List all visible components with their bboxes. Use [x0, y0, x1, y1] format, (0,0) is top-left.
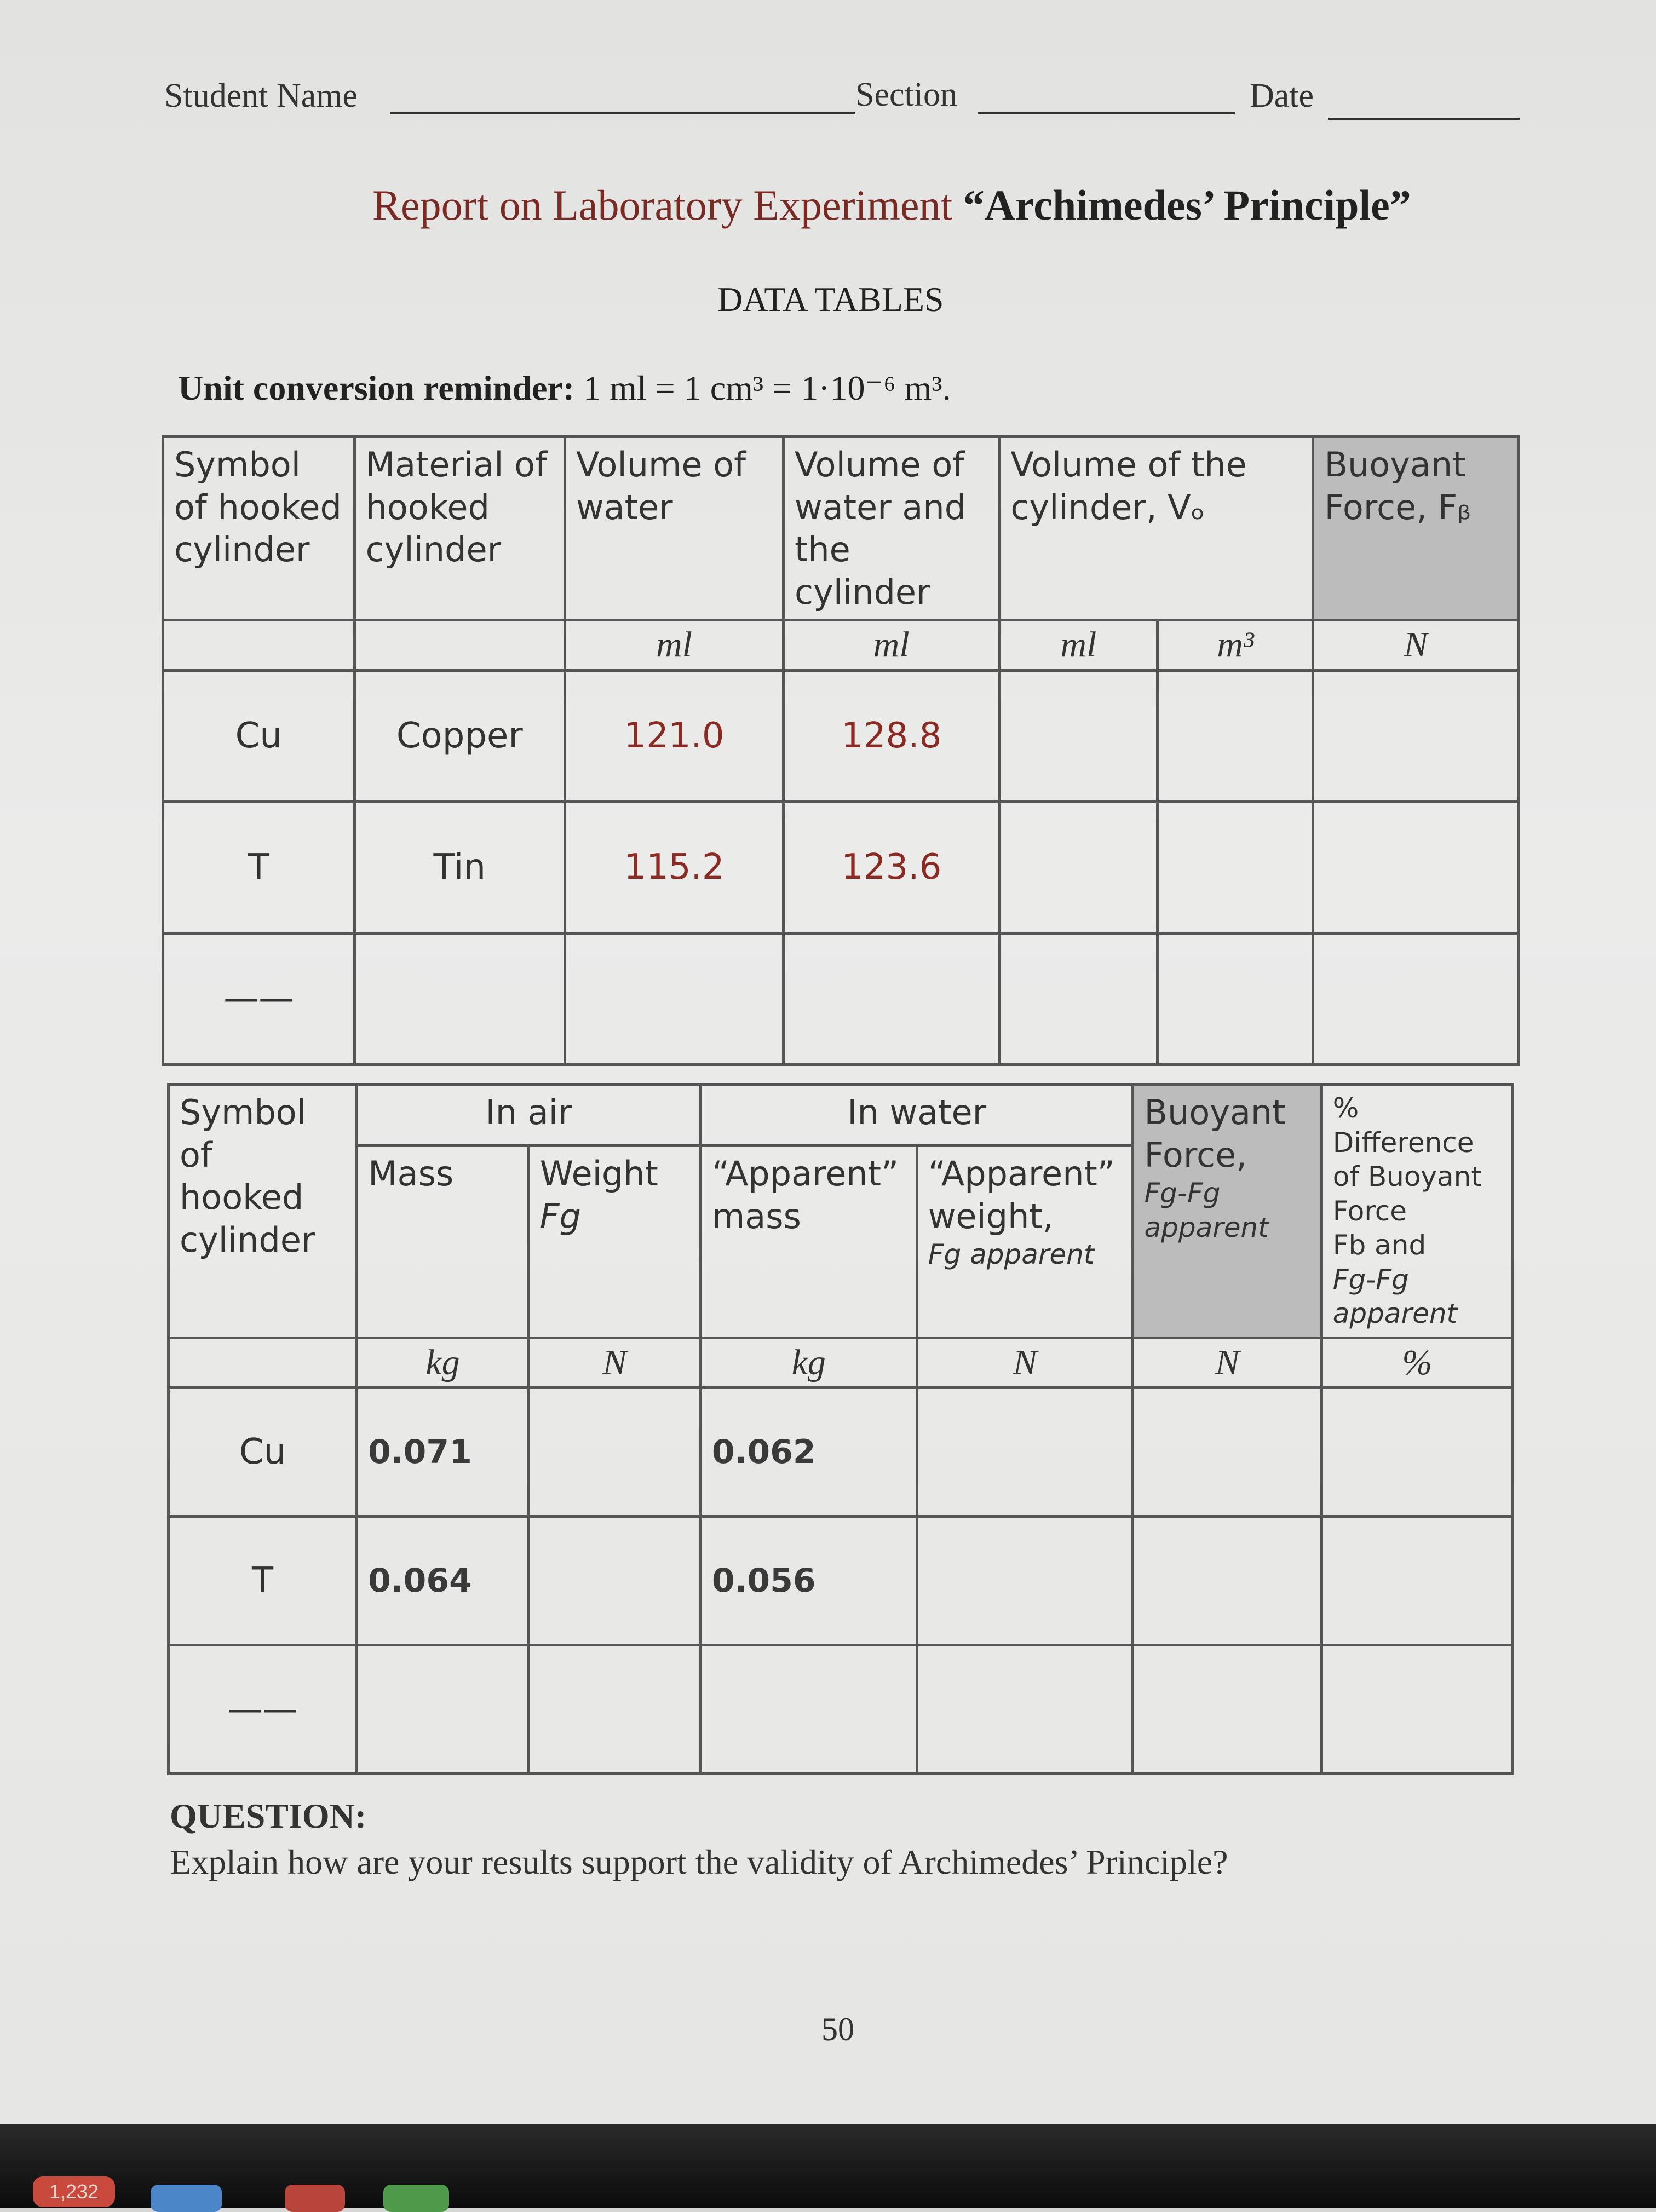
- cell-weight[interactable]: [528, 1645, 700, 1774]
- header-volume-water: Volume of water: [565, 437, 783, 620]
- cell-volume-water: 115.2: [565, 802, 783, 933]
- section-line[interactable]: [978, 112, 1235, 114]
- header-buoyant-force: [1133, 1085, 1321, 1338]
- header-volume-water-cylinder: Volume of water and the cylinder: [784, 437, 999, 620]
- cell-buoyant-force[interactable]: [1133, 1517, 1321, 1645]
- header-symbol: Symbol of hooked cylinder: [163, 437, 355, 620]
- question-block: [170, 1796, 1228, 1882]
- header-buoyant-label: Buoyant Force,: [1144, 1092, 1286, 1175]
- cell-apparent-weight[interactable]: [917, 1388, 1133, 1517]
- unit-reminder: [178, 368, 951, 408]
- section-label: Section: [855, 76, 957, 113]
- cell-volume-water-cylinder: 128.8: [784, 670, 999, 802]
- cell-apparent-weight[interactable]: [917, 1645, 1133, 1774]
- header-weight-symbol: Fg: [539, 1196, 581, 1236]
- cell-buoyant-force[interactable]: [1133, 1388, 1321, 1517]
- unit-reminder-text: 1 ml = 1 cm³ = 1·10⁻⁶ m³.: [583, 368, 951, 407]
- table-unit-row: [169, 1338, 1513, 1388]
- question-label: QUESTION:: [170, 1796, 367, 1835]
- cell-material[interactable]: [354, 933, 565, 1064]
- unit-cell: m³: [1158, 620, 1313, 671]
- cell-symbol: T: [163, 802, 355, 933]
- unit-cell: N: [528, 1338, 700, 1388]
- page-title: [372, 181, 1411, 230]
- cell-volume-water-cylinder[interactable]: [784, 933, 999, 1064]
- table-header-row: [169, 1085, 1513, 1146]
- header-weight-label: Weight: [539, 1154, 658, 1194]
- student-name-label: Student Name: [164, 77, 358, 114]
- cell-weight[interactable]: [528, 1517, 700, 1645]
- header-diff-and: Fb and: [1332, 1229, 1427, 1261]
- cell-symbol: T: [169, 1517, 357, 1645]
- unit-cell-empty: [169, 1338, 357, 1388]
- unit-cell: N: [917, 1338, 1133, 1388]
- cell-symbol: Cu: [169, 1388, 357, 1517]
- cell-volume-water[interactable]: [565, 933, 783, 1064]
- header-volume-cylinder: Volume of the cylinder, Vₒ: [999, 437, 1313, 620]
- unit-cell: %: [1321, 1338, 1513, 1388]
- cell-material: Tin: [354, 802, 565, 933]
- cell-volume-cylinder-m3[interactable]: [1158, 933, 1313, 1064]
- volume-table: [162, 435, 1520, 1066]
- cell-buoyant-force[interactable]: [1133, 1645, 1321, 1774]
- app-dock-icon[interactable]: [383, 2185, 449, 2212]
- cell-volume-cylinder-ml[interactable]: [999, 802, 1158, 933]
- cell-volume-water-cylinder: 123.6: [784, 802, 999, 933]
- title-prefix: Report on Laboratory Experiment: [372, 181, 963, 229]
- header-buoyant-formula: Fg-Fg apparent: [1144, 1177, 1269, 1243]
- cell-symbol: ——: [163, 933, 355, 1064]
- cell-buoyant-force[interactable]: [1313, 933, 1519, 1064]
- weight-table: [167, 1083, 1514, 1775]
- cell-volume-cylinder-ml[interactable]: [999, 933, 1158, 1064]
- unit-cell: ml: [999, 620, 1158, 671]
- app-dock-icon[interactable]: [285, 2185, 345, 2212]
- header-apparent-mass: “Apparent” mass: [700, 1146, 917, 1338]
- section-heading: DATA TABLES: [717, 280, 944, 319]
- cell-volume-cylinder-m3[interactable]: [1158, 802, 1313, 933]
- header-symbol: Symbol of hooked cylinder: [169, 1085, 357, 1338]
- cell-percent-difference[interactable]: [1321, 1517, 1513, 1645]
- page-number: 50: [821, 2011, 854, 2047]
- unit-reminder-label: Unit conversion reminder:: [178, 368, 575, 407]
- app-dock-icon[interactable]: [151, 2185, 222, 2212]
- date-label: Date: [1250, 77, 1314, 114]
- header-in-air: In air: [357, 1085, 701, 1146]
- question-text: Explain how are your results support the validity of Archimedes’ Principle?: [170, 1842, 1228, 1881]
- unit-cell-empty: [354, 620, 565, 671]
- cell-buoyant-force[interactable]: [1313, 802, 1519, 933]
- header-apparent-weight-label: “Apparent” weight,: [928, 1154, 1115, 1236]
- unit-cell: ml: [784, 620, 999, 671]
- cell-mass: 0.064: [357, 1517, 529, 1645]
- unit-cell: kg: [700, 1338, 917, 1388]
- unit-cell: N: [1313, 620, 1519, 671]
- header-diff-label: % Difference of Buoyant Force: [1332, 1092, 1482, 1227]
- header-diff-formula: Fg-Fg apparent: [1332, 1263, 1458, 1329]
- cell-apparent-mass: 0.056: [700, 1517, 917, 1645]
- table-row: [163, 670, 1519, 802]
- header-apparent-weight: [917, 1146, 1133, 1338]
- table-unit-row: [163, 620, 1519, 671]
- header-buoyant-force: Buoyant Force, Fᵦ: [1313, 437, 1519, 620]
- date-line[interactable]: [1328, 118, 1520, 120]
- header-material: Material of hooked cylinder: [354, 437, 565, 620]
- cell-mass: 0.071: [357, 1388, 529, 1517]
- unit-cell: kg: [357, 1338, 529, 1388]
- cell-percent-difference[interactable]: [1321, 1645, 1513, 1774]
- unit-cell-empty: [163, 620, 355, 671]
- table-header-row: [163, 437, 1519, 620]
- cell-volume-cylinder-m3[interactable]: [1158, 670, 1313, 802]
- screen-bezel: [0, 2124, 1656, 2208]
- table-row: [169, 1517, 1513, 1645]
- cell-apparent-weight[interactable]: [917, 1517, 1133, 1645]
- title-emphasis: “Archimedes’ Principle”: [963, 181, 1411, 229]
- cell-volume-cylinder-ml[interactable]: [999, 670, 1158, 802]
- unit-cell: N: [1133, 1338, 1321, 1388]
- table-row: [169, 1388, 1513, 1517]
- header-weight: [528, 1146, 700, 1338]
- cell-buoyant-force[interactable]: [1313, 670, 1519, 802]
- header-mass: Mass: [357, 1146, 529, 1338]
- table-row: [163, 933, 1519, 1064]
- cell-symbol: ——: [169, 1645, 357, 1774]
- header-in-water: In water: [700, 1085, 1133, 1146]
- student-name-line[interactable]: [390, 112, 855, 114]
- cell-mass[interactable]: [357, 1645, 529, 1774]
- header-percent-difference: [1321, 1085, 1513, 1338]
- cell-apparent-mass: 0.062: [700, 1388, 917, 1517]
- cell-percent-difference[interactable]: [1321, 1388, 1513, 1517]
- cell-volume-water: 121.0: [565, 670, 783, 802]
- unit-cell: ml: [565, 620, 783, 671]
- cell-weight[interactable]: [528, 1388, 700, 1517]
- table-row: [163, 802, 1519, 933]
- table-row: [169, 1645, 1513, 1774]
- cell-material: Copper: [354, 670, 565, 802]
- header-apparent-weight-symbol: Fg apparent: [928, 1239, 1095, 1271]
- cell-symbol: Cu: [163, 670, 355, 802]
- dock-notification-badge[interactable]: 1,232: [33, 2176, 115, 2207]
- cell-apparent-mass[interactable]: [700, 1645, 917, 1774]
